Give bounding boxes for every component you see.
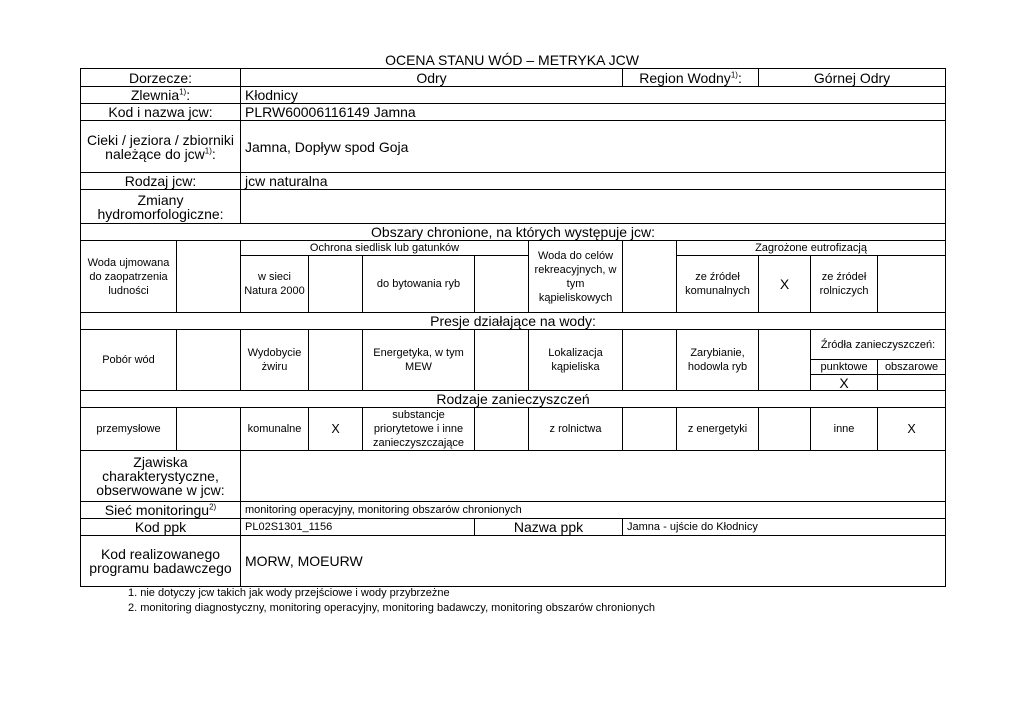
- row-obszary-title: [81, 224, 946, 241]
- zmiany-value: [241, 190, 946, 224]
- zlewnia-value: Kłodnicy: [241, 87, 946, 104]
- dorzecze-label: Dorzecze:: [81, 69, 241, 87]
- footnote-1: 1. nie dotyczy jcw takich jak wody przejściowe i wody przybrzeżne: [128, 587, 450, 599]
- ppk-kod-value: PL02S1301_1156: [241, 519, 475, 536]
- wydobycie-mark: [309, 330, 363, 391]
- substancje-label: substancje priorytetowe i inne zanieczyszczające: [363, 408, 475, 451]
- zjawiska-label: Zjawiska charakterystyczne, obserwowane w jcw:: [81, 451, 241, 502]
- zrodla-label: Źródła zanieczyszczeń:: [811, 330, 946, 360]
- row-rodzaje-title: [81, 391, 946, 408]
- rolnictwa-mark: [623, 408, 677, 451]
- przemyslowe-mark: [177, 408, 241, 451]
- row-program: [81, 536, 946, 587]
- lokalizacja-mark: [623, 330, 677, 391]
- lokalizacja-label: Lokalizacja kąpieliska: [529, 330, 623, 391]
- row-rodzaje: [81, 408, 946, 451]
- pobor-label: Pobór wód: [81, 330, 177, 391]
- punktowe-mark: X: [811, 375, 878, 391]
- row-presje-a: [81, 330, 946, 360]
- rekreacja-label: Woda do celów rekreacyjnych, w tym kąpieliskowych: [529, 241, 623, 313]
- rodzaj-value: jcw naturalna: [241, 173, 946, 190]
- row-zmiany: [81, 190, 946, 224]
- row-obszary-head: [81, 241, 946, 256]
- ppk-nazwa-value: Jamna - ujście do Kłodnicy: [623, 519, 946, 536]
- komunalne-label: komunalne: [241, 408, 309, 451]
- siec-label: Sieć monitoringu$^{2)}$: [81, 502, 241, 519]
- presje-title: Presje działające na wody:: [81, 313, 946, 330]
- zarybianie-mark: [759, 330, 811, 391]
- program-label: Kod realizowanego programu badawczego: [81, 536, 241, 587]
- ochrona-label: Ochrona siedlisk lub gatunków: [241, 241, 529, 256]
- zarybianie-label: Zarybianie, hodowla ryb: [677, 330, 759, 391]
- ryby-mark: [475, 256, 529, 313]
- rolnicze-source-mark: [878, 256, 946, 313]
- komunalne-mark: X: [309, 408, 363, 451]
- rekreacja-mark: [623, 241, 677, 313]
- inne-mark: X: [878, 408, 946, 451]
- cieki-value: Jamna, Dopływ spod Goja: [241, 121, 946, 173]
- cieki-label: Cieki / jeziora / zbiorniki należące do jcw$^{1)}$:: [81, 121, 241, 173]
- obszarowe-label: obszarowe: [878, 360, 946, 375]
- kod-jcw-label: Kod i nazwa jcw:: [81, 104, 241, 121]
- row-zlewnia: [81, 87, 946, 104]
- energetyka-label: Energetyka, w tym MEW: [363, 330, 475, 391]
- inne-label: inne: [811, 408, 878, 451]
- kod-jcw-value: PLRW60006116149 Jamna: [241, 104, 946, 121]
- woda-pitna-label: Woda ujmowana do zaopatrzenia ludności: [81, 241, 177, 313]
- natura-label: w sieci Natura 2000: [241, 256, 309, 313]
- woda-pitna-mark: [177, 241, 241, 313]
- region-label: Region Wodny$^{1)}$:: [623, 69, 759, 87]
- ppk-nazwa-label: Nazwa ppk: [475, 519, 623, 536]
- ryby-label: do bytowania ryb: [363, 256, 475, 313]
- energetyki-mark: [759, 408, 811, 451]
- rodzaje-title: Rodzaje zanieczyszczeń: [81, 391, 946, 408]
- zmiany-label: Zmiany hydromorfologiczne:: [81, 190, 241, 224]
- document-title: OCENA STANU WÓD – METRYKA JCW: [385, 52, 639, 68]
- zjawiska-value: [241, 451, 946, 502]
- przemyslowe-label: przemysłowe: [81, 408, 177, 451]
- wydobycie-label: Wydobycie żwiru: [241, 330, 309, 391]
- obszary-title: Obszary chronione, na których występuje jcw:: [81, 224, 946, 241]
- rolnicze-source-label: ze źródeł rolniczych: [811, 256, 878, 313]
- row-presje-title: [81, 313, 946, 330]
- row-cieki: [81, 121, 946, 173]
- jcw-metric-table: [80, 68, 946, 587]
- punktowe-label: punktowe: [811, 360, 878, 375]
- rolnictwa-label: z rolnictwa: [529, 408, 623, 451]
- obszarowe-mark: [878, 375, 946, 391]
- siec-value: monitoring operacyjny, monitoring obszarów chronionych: [241, 502, 946, 519]
- energetyka-mark: [475, 330, 529, 391]
- row-siec: [81, 502, 946, 519]
- natura-mark: [309, 256, 363, 313]
- footnotes: [128, 586, 655, 615]
- footnote-2: 2. monitoring diagnostyczny, monitoring operacyjny, monitoring badawczy, monitoring obszarów chronionych: [128, 601, 656, 614]
- rodzaj-label: Rodzaj jcw:: [81, 173, 241, 190]
- row-zjawiska: [81, 451, 946, 502]
- row-dorzecze: [81, 69, 946, 87]
- ppk-kod-label: Kod ppk: [81, 519, 241, 536]
- zlewnia-label: Zlewnia$^{1)}$:: [81, 87, 241, 104]
- energetyki-label: z energetyki: [677, 408, 759, 451]
- dorzecze-value: Odry: [241, 69, 623, 87]
- pobor-mark: [177, 330, 241, 391]
- komunalne-source-mark: X: [759, 256, 811, 313]
- row-rodzaj: [81, 173, 946, 190]
- row-kod-jcw: [81, 104, 946, 121]
- row-ppk: [81, 519, 946, 536]
- region-value: Górnej Odry: [759, 69, 946, 87]
- eutrofizacja-label: Zagrożone eutrofizacją: [677, 241, 946, 256]
- komunalne-source-label: ze źródeł komunalnych: [677, 256, 759, 313]
- substancje-mark: [475, 408, 529, 451]
- program-value: MORW, MOEURW: [241, 536, 946, 587]
